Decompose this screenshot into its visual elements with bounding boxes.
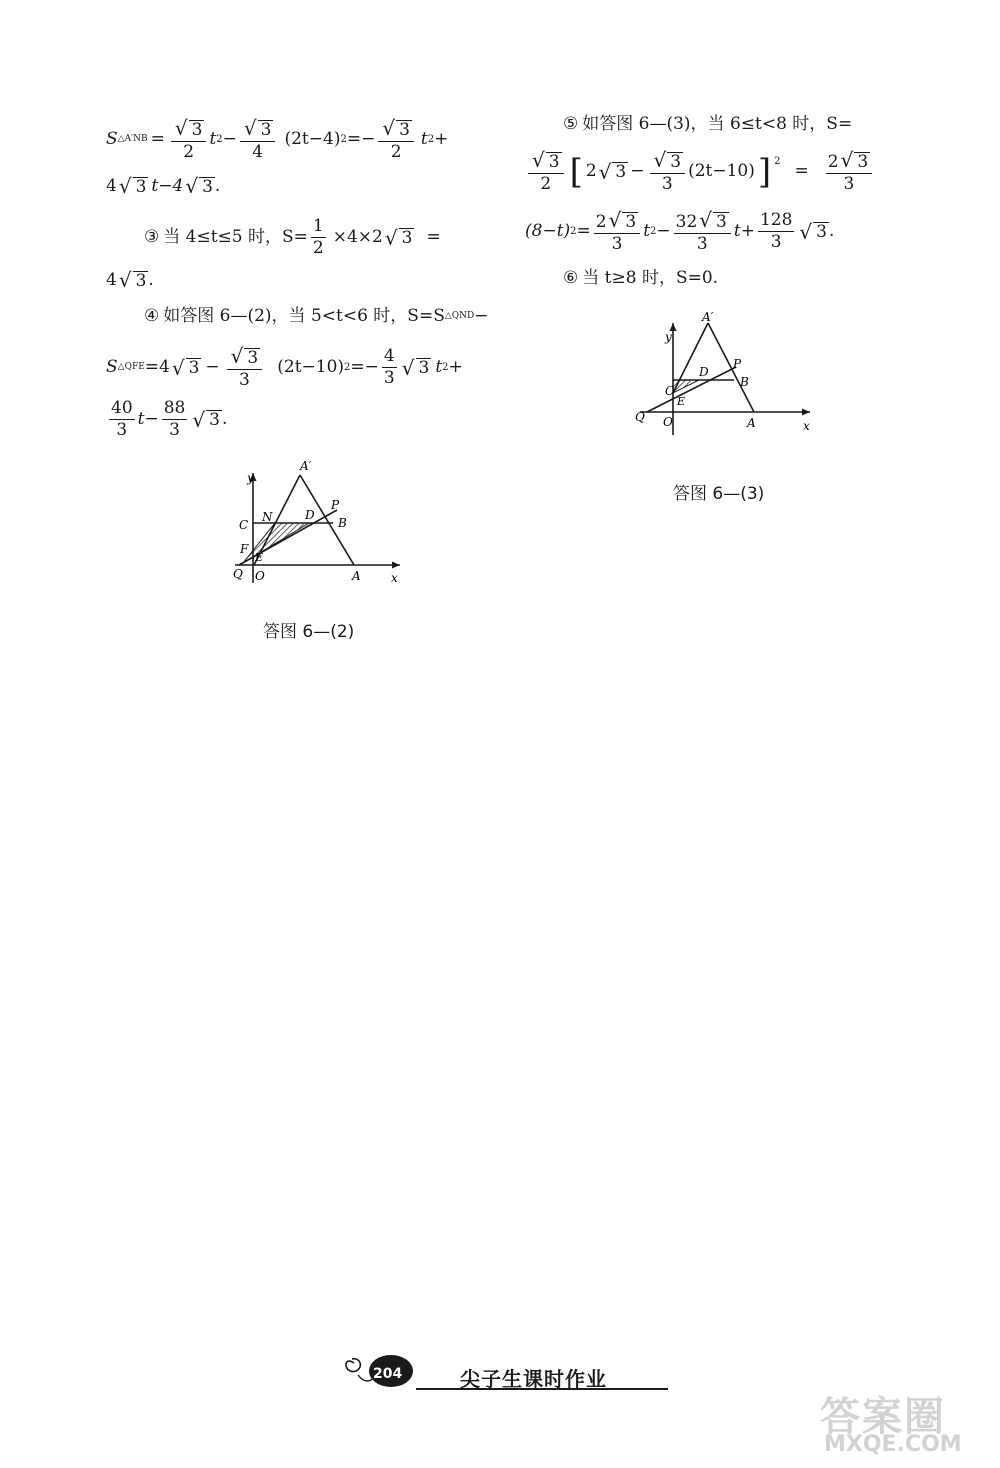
fraction: $\frac{√ 3}{4}$ <box>240 118 276 161</box>
right-line-3: (8−t) 2 = $\frac{2 √ 3}{3}$ t 2 − $\frac{32 √ 3}{3}$ t+ $\frac{128}{3}$ √ 3 . <box>525 208 835 254</box>
figure-6-3-caption: 答图 6—(3) <box>673 484 765 504</box>
fraction: $\frac{√ 3}{2}$ <box>528 150 564 193</box>
footer-title: 尖子生课时作业 <box>460 1367 607 1391</box>
label-d: D <box>305 508 315 522</box>
label-c: C <box>665 384 675 398</box>
label-p: P <box>331 498 340 512</box>
fraction: $\frac{2 √ 3}{3}$ <box>594 210 640 253</box>
label-e: E <box>255 551 264 564</box>
label-o: O <box>255 569 265 583</box>
left-line-6: S △QFE =4 √ 3 − $\frac{√ 3}{3}$ (2t−10) 2 =− $\frac{4}{3}$ √ 3 t 2 + <box>106 344 463 390</box>
fraction: $\frac{88}{3}$ <box>163 398 186 440</box>
left-line-7: $\frac{40}{3}$ t− $\frac{88}{3}$ √ 3 . <box>111 398 228 440</box>
label-f: F <box>240 542 249 556</box>
label-o: O <box>663 415 673 429</box>
right-line-1: ⑤ 如答图 6—(3)，当 6≤t<8 时，S= <box>563 114 853 134</box>
fraction: $\frac{40}{3}$ <box>111 398 133 440</box>
label-n: N <box>262 510 273 524</box>
right-line-2: $\frac{√ 3}{2}$ [ 2 √ 3 − $\frac{√ 3}{3}$ (2t−10) ] $^2$ = $\frac{2 √ 3}{3}$ <box>525 150 875 193</box>
label-b: B <box>740 375 749 389</box>
page-number: 204 <box>373 1366 403 1382</box>
label-q: Q <box>635 410 645 424</box>
fraction: $\frac{2 √ 3}{3}$ <box>826 150 872 193</box>
label-c: C <box>239 518 249 532</box>
fraction: $\frac{128}{3}$ <box>759 210 793 252</box>
figure-6-3-diagram <box>630 305 815 440</box>
label-x: x <box>803 419 810 433</box>
watermark-site: MXQE.COM <box>824 1432 962 1457</box>
label-a-prime: A′ <box>300 459 312 473</box>
fraction: $\frac{1}{2}$ <box>312 216 324 258</box>
label-p: P <box>733 357 742 371</box>
fraction: $\frac{√ 3}{2}$ <box>171 118 207 161</box>
label-e: E <box>677 395 686 408</box>
left-line-2: 4 √ 3 t−4 √ 3 . <box>106 174 221 198</box>
figure-6-2-diagram <box>225 455 410 590</box>
left-line-4: 4 √ 3 . <box>106 268 154 292</box>
fraction: $\frac{32 √ 3}{3}$ <box>674 210 731 253</box>
label-a: A <box>352 569 361 583</box>
left-line-1: S △A′NB = $\frac{√ 3}{2}$ t 2 − $\frac{√ 3}{4}$ (2t−4) 2 =− $\frac{√ 3}{2}$ t 2 + <box>106 116 449 162</box>
fraction: $\frac{4}{3}$ <box>383 346 395 388</box>
label-x: x <box>391 571 398 585</box>
label-a: A <box>747 416 756 430</box>
fraction: $\frac{√ 3}{3}$ <box>227 346 263 389</box>
left-line-3: ③ 当 4≤t≤5 时，S= $\frac{1}{2}$ ×4×2 √ 3 = <box>144 216 441 258</box>
fraction: $\frac{√ 3}{2}$ <box>378 118 414 161</box>
fraction: $\frac{√ 3}{3}$ <box>650 150 686 193</box>
watermark-main: 答案圈 <box>820 1394 946 1440</box>
right-line-4: ⑥ 当 t≥8 时，S=0. <box>563 268 719 288</box>
label-q: Q <box>233 567 243 581</box>
label-b: B <box>338 516 347 530</box>
figure-6-2-caption: 答图 6—(2) <box>263 622 355 642</box>
label-d: D <box>699 365 709 379</box>
left-line-5: ④ 如答图 6—(2)，当 5<t<6 时，S=S △QND − <box>144 306 489 326</box>
label-y: y <box>247 471 254 485</box>
label-y: y <box>665 330 672 344</box>
label-a-prime: A′ <box>702 310 714 324</box>
